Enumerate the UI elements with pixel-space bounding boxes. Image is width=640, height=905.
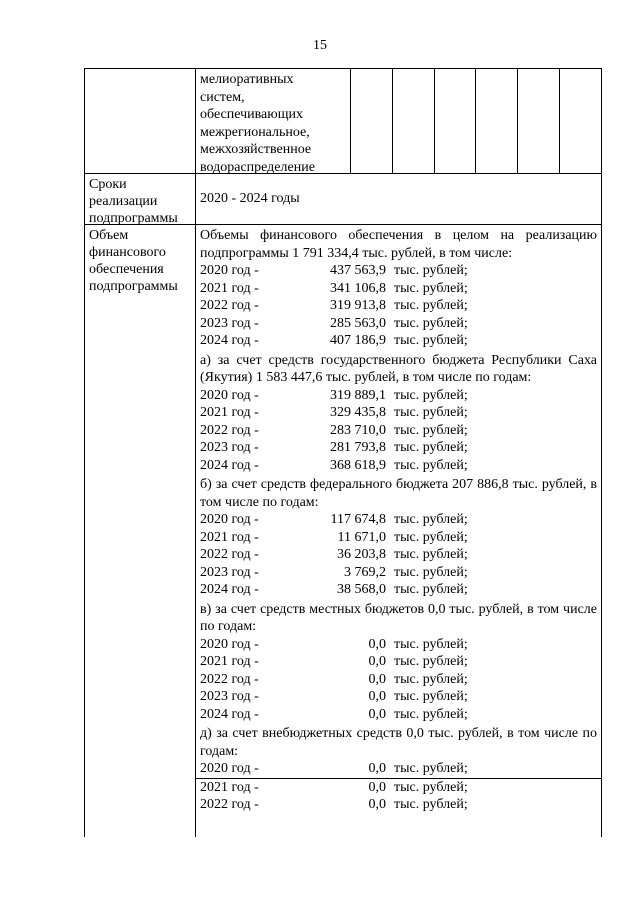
year-line bbox=[200, 315, 597, 333]
amount-unit: тыс. рублей; bbox=[394, 779, 468, 795]
year-line bbox=[200, 760, 597, 778]
total-year-list bbox=[200, 262, 597, 350]
terms-value: 2020 - 2024 годы bbox=[200, 191, 300, 207]
year-amount: 0,0 bbox=[368, 761, 386, 776]
year-amount: 117 674,8 bbox=[330, 512, 386, 527]
year-amount: 36 203,8 bbox=[337, 547, 386, 562]
terms-value-cell bbox=[196, 174, 601, 224]
federal-budget-paragraph: б) за счет средств федерального бюджета 207 886,8 тыс. рублей, в том числе по годам: bbox=[200, 477, 597, 510]
label-line: Объем bbox=[89, 228, 129, 243]
year-label: 2024 год - bbox=[200, 457, 259, 473]
year-amount: 319 913,8 bbox=[330, 298, 386, 313]
year-label: 2022 год - bbox=[200, 298, 259, 313]
year-amount: 407 186,9 bbox=[330, 333, 386, 348]
amount-unit: тыс. рублей; bbox=[394, 457, 468, 473]
amount-unit: тыс. рублей; bbox=[394, 582, 468, 597]
year-line bbox=[200, 297, 597, 315]
terms-label-cell bbox=[85, 174, 196, 224]
year-line bbox=[200, 404, 597, 422]
year-line bbox=[200, 564, 597, 582]
year-label: 2023 год - bbox=[200, 440, 259, 455]
year-line bbox=[200, 688, 597, 706]
reclamation-text-cell bbox=[196, 69, 351, 173]
text-line: межхозяйственное bbox=[200, 142, 312, 157]
empty-value-cell bbox=[560, 69, 601, 173]
year-label: 2021 год - bbox=[200, 280, 259, 296]
amount-unit: тыс. рублей; bbox=[394, 547, 468, 562]
text-line: водораспределение bbox=[200, 159, 315, 175]
amount-unit: тыс. рублей; bbox=[394, 529, 468, 545]
local-budget-paragraph: в) за счет средств местных бюджетов 0,0 тыс. рублей, в том числе по годам: bbox=[200, 601, 597, 634]
label-line: обеспечения bbox=[89, 262, 164, 277]
amount-unit: тыс. рублей; bbox=[394, 387, 468, 403]
year-label: 2021 год - bbox=[200, 529, 259, 545]
year-label: 2024 год - bbox=[200, 582, 259, 597]
table-row-reclamation bbox=[84, 68, 602, 173]
year-label: 2020 год - bbox=[200, 512, 259, 527]
year-amount: 3 769,2 bbox=[344, 564, 386, 580]
funding-value-cell bbox=[196, 225, 601, 837]
year-amount: 0,0 bbox=[368, 779, 386, 795]
year-line bbox=[200, 439, 597, 457]
empty-value-cell bbox=[393, 69, 435, 173]
year-label: 2023 год - bbox=[200, 689, 259, 704]
empty-value-cell bbox=[518, 69, 560, 173]
amount-unit: тыс. рублей; bbox=[394, 636, 468, 652]
year-label: 2024 год - bbox=[200, 333, 259, 348]
year-line bbox=[200, 581, 597, 599]
amount-unit: тыс. рублей; bbox=[394, 512, 468, 527]
empty-value-cell bbox=[476, 69, 518, 173]
year-value-cells bbox=[351, 69, 601, 173]
amount-unit: тыс. рублей; bbox=[394, 280, 468, 296]
year-label: 2021 год - bbox=[200, 779, 259, 795]
year-amount: 319 889,1 bbox=[330, 387, 386, 403]
year-amount: 341 106,8 bbox=[330, 280, 386, 296]
year-line bbox=[200, 653, 597, 671]
funding-label-cell bbox=[85, 225, 196, 837]
year-amount: 368 618,9 bbox=[330, 457, 386, 473]
year-line bbox=[200, 511, 597, 529]
year-amount: 437 563,9 bbox=[330, 263, 386, 278]
year-label: 2022 год - bbox=[200, 422, 259, 438]
year-amount: 0,0 bbox=[368, 797, 386, 812]
year-line bbox=[200, 671, 597, 689]
year-line bbox=[200, 636, 597, 654]
year-line bbox=[200, 262, 597, 280]
amount-unit: тыс. рублей; bbox=[394, 689, 468, 704]
year-line bbox=[200, 546, 597, 564]
label-line: подпрограммы bbox=[89, 279, 178, 294]
text-line: межрегиональное, bbox=[200, 124, 310, 140]
federal-year-list bbox=[200, 511, 597, 599]
empty-value-cell bbox=[351, 69, 393, 173]
local-year-list bbox=[200, 636, 597, 724]
label-line: реализации bbox=[89, 194, 158, 209]
table-row-funding bbox=[84, 224, 602, 837]
republic-year-list bbox=[200, 387, 597, 475]
table-row-terms bbox=[84, 173, 602, 224]
year-amount: 329 435,8 bbox=[330, 405, 386, 420]
amount-unit: тыс. рублей; bbox=[394, 405, 468, 420]
year-label: 2020 год - bbox=[200, 636, 259, 652]
year-line bbox=[200, 332, 597, 350]
amount-unit: тыс. рублей; bbox=[394, 315, 468, 331]
extrabudget-year-list bbox=[200, 760, 597, 814]
year-line bbox=[200, 706, 597, 724]
text-line: систем, bbox=[200, 89, 245, 105]
year-label: 2023 год - bbox=[200, 564, 259, 580]
year-amount: 281 793,8 bbox=[330, 440, 386, 455]
year-amount: 0,0 bbox=[368, 689, 386, 704]
year-line bbox=[200, 796, 597, 814]
year-amount: 0,0 bbox=[368, 706, 386, 722]
text-line: мелиоративных bbox=[200, 72, 294, 87]
funding-intro-paragraph: Объемы финансового обеспечения в целом на реализацию подпрограммы 1 791 334,4 тыс. рублей, в том числе: bbox=[200, 228, 597, 261]
page-number: 15 bbox=[313, 38, 327, 53]
year-label: 2020 год - bbox=[200, 761, 259, 776]
year-label: 2023 год - bbox=[200, 315, 259, 331]
year-amount: 0,0 bbox=[368, 636, 386, 652]
amount-unit: тыс. рублей; bbox=[394, 654, 468, 669]
passport-table bbox=[84, 68, 602, 837]
year-amount: 38 568,0 bbox=[337, 582, 386, 597]
amount-unit: тыс. рублей; bbox=[394, 706, 468, 722]
amount-unit: тыс. рублей; bbox=[394, 797, 468, 812]
amount-unit: тыс. рублей; bbox=[394, 263, 468, 278]
year-line bbox=[200, 387, 597, 405]
extrabudget-paragraph: д) за счет внебюджетных средств 0,0 тыс. рублей, в том числе по годам: bbox=[200, 726, 597, 759]
year-amount: 0,0 bbox=[368, 671, 386, 687]
year-line bbox=[200, 280, 597, 298]
amount-unit: тыс. рублей; bbox=[394, 298, 468, 313]
year-amount: 283 710,0 bbox=[330, 422, 386, 438]
amount-unit: тыс. рублей; bbox=[394, 761, 468, 776]
amount-unit: тыс. рублей; bbox=[394, 440, 468, 455]
year-label: 2020 год - bbox=[200, 387, 259, 403]
amount-unit: тыс. рублей; bbox=[394, 564, 468, 580]
year-line bbox=[200, 422, 597, 440]
empty-value-cell bbox=[435, 69, 477, 173]
label-line: подпрограммы bbox=[89, 211, 178, 226]
year-label: 2022 год - bbox=[200, 671, 259, 687]
year-label: 2021 год - bbox=[200, 654, 259, 669]
label-line: финансового bbox=[89, 245, 166, 260]
year-label: 2022 год - bbox=[200, 797, 259, 812]
year-label: 2024 год - bbox=[200, 706, 259, 722]
year-amount: 0,0 bbox=[368, 654, 386, 669]
amount-unit: тыс. рублей; bbox=[394, 422, 468, 438]
amount-unit: тыс. рублей; bbox=[394, 333, 468, 348]
year-label: 2022 год - bbox=[200, 547, 259, 562]
republic-budget-paragraph: а) за счет средств государственного бюджета Республики Саха (Якутия) 1 583 447,6 тыс. рублей, в том числе по годам: bbox=[200, 352, 597, 385]
label-line: Сроки bbox=[89, 177, 127, 192]
year-label: 2021 год - bbox=[200, 405, 259, 420]
empty-label-cell bbox=[85, 69, 196, 173]
year-amount: 11 671,0 bbox=[337, 529, 386, 545]
amount-unit: тыс. рублей; bbox=[394, 671, 468, 687]
year-label: 2020 год - bbox=[200, 263, 259, 278]
year-line bbox=[200, 529, 597, 547]
year-line bbox=[200, 457, 597, 475]
year-line bbox=[196, 778, 601, 797]
year-amount: 285 563,0 bbox=[330, 315, 386, 331]
text-line: обеспечивающих bbox=[200, 107, 303, 122]
